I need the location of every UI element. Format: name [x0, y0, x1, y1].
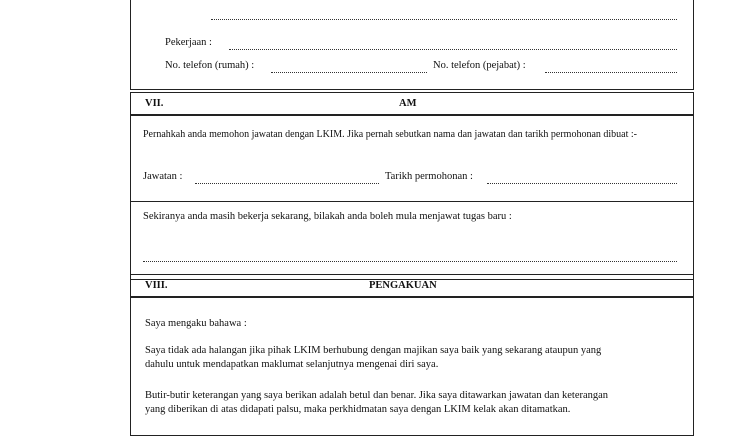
telefon-pejabat-label: No. telefon (pejabat) :: [433, 60, 526, 71]
section-vii-header: [130, 92, 694, 116]
section-vii-divider: [131, 201, 693, 202]
declaration-para2-line2: yang diberikan di atas didapati palsu, maka perkhidmatan saya dengan LKIM kelak akan ditamatkan.: [145, 404, 571, 415]
pekerjaan-label: Pekerjaan :: [165, 37, 212, 48]
address-line-3[interactable]: [211, 19, 677, 20]
telefon-pejabat-field[interactable]: [545, 72, 677, 73]
section-viii-body: [130, 296, 694, 436]
question-previous-application: Pernahkah anda memohon jawatan dengan LKIM. Jika pernah sebutkan nama dan jawatan dan tarikh permohonan dibuat :-: [143, 129, 638, 140]
jawatan-field[interactable]: [195, 183, 379, 184]
telefon-rumah-field[interactable]: [271, 72, 427, 73]
tarikh-permohonan-label: Tarikh permohonan :: [385, 171, 473, 182]
declaration-intro: Saya mengaku bahawa :: [145, 318, 247, 329]
section-viii-number: VIII.: [145, 280, 168, 291]
section-vii-number: VII.: [145, 98, 164, 109]
section-viii-header: [130, 274, 694, 298]
declaration-para1-line1: Saya tidak ada halangan jika pihak LKIM berhubung dengan majikan saya baik yang sekarang ataupun yang: [145, 345, 602, 356]
jawatan-label: Jawatan :: [143, 171, 183, 182]
declaration-para1-line2: dahulu untuk mendapatkan maklumat selanjutnya mengenai diri saya.: [145, 359, 439, 370]
contact-section: [130, 0, 694, 90]
tarikh-permohonan-field[interactable]: [487, 183, 677, 184]
question-start-date: Sekiranya anda masih bekerja sekarang, bilakah anda boleh mula menjawat tugas baru :: [143, 211, 512, 222]
section-vii-title: AM: [399, 98, 417, 109]
section-vii-body: [130, 114, 694, 280]
start-date-field[interactable]: [143, 261, 677, 262]
pekerjaan-field[interactable]: [229, 49, 677, 50]
declaration-para2-line1: Butir-butir keterangan yang saya berikan adalah betul dan benar. Jika saya ditawarkan jawatan dan keterangan: [145, 390, 609, 401]
section-viii-title: PENGAKUAN: [369, 280, 437, 291]
telefon-rumah-label: No. telefon (rumah) :: [165, 60, 255, 71]
